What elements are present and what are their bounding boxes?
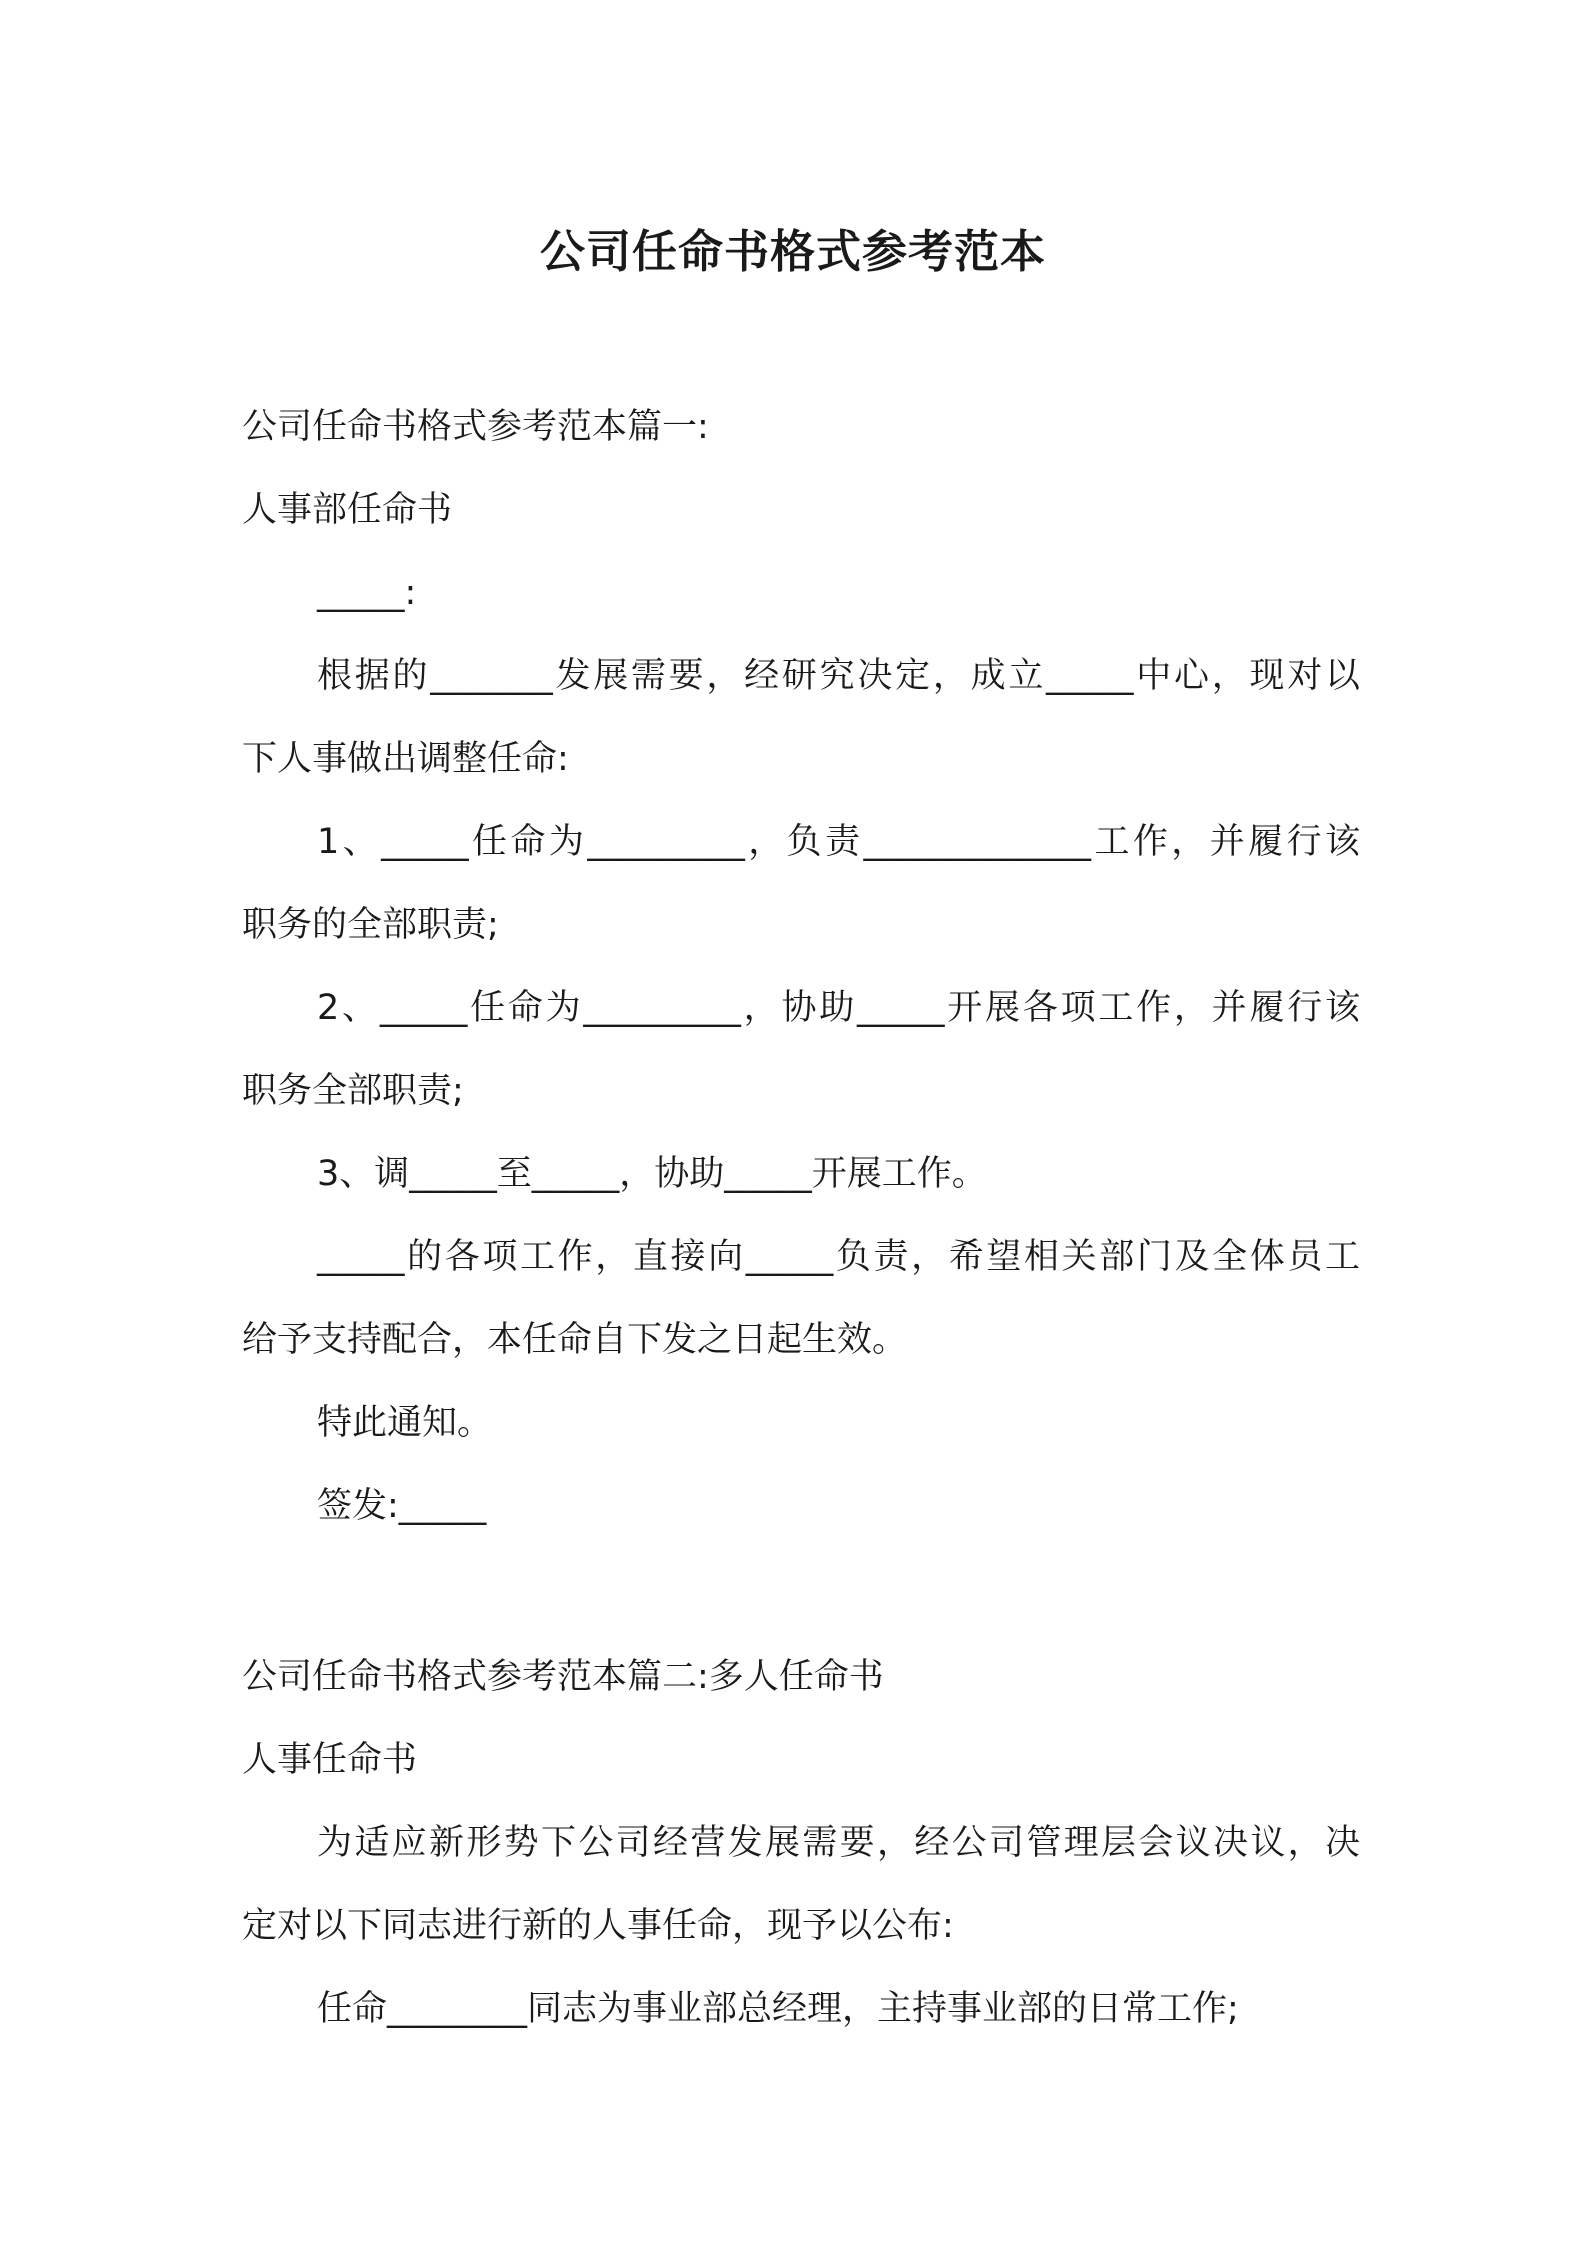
section1-para2-line1: _____的各项工作，直接向_____负责，希望相关部门及全体员工 (317, 1237, 1360, 1277)
section1-subheading: 人事部任命书 (242, 490, 453, 530)
section2-item1: 任命________同志为事业部总经理，主持事业部的日常工作; (317, 1989, 1239, 2029)
section1-para1-line1: 根据的_______发展需要，经研究决定，成立_____中心，现对以 (317, 656, 1360, 696)
section2-heading: 公司任命书格式参考范本篇二:多人任命书 (242, 1657, 884, 1697)
section1-para1-line2: 下人事做出调整任命: (242, 739, 569, 779)
section1-heading: 公司任命书格式参考范本篇一: (242, 407, 709, 447)
section1-notice: 特此通知。 (317, 1403, 493, 1443)
section1-item1-line2: 职务的全部职责; (242, 905, 499, 945)
section2-subheading: 人事任命书 (242, 1740, 418, 1780)
section1-para2-line2: 给予支持配合，本任命自下发之日起生效。 (242, 1320, 908, 1360)
section1-item2-line1: 2、_____任命为_________，协助_____开展各项工作，并履行该 (317, 988, 1360, 1028)
section1-signature: 签发:_____ (317, 1486, 487, 1526)
section2-para1-line1: 为适应新形势下公司经营发展需要，经公司管理层会议决议，决 (317, 1823, 1360, 1863)
document-title: 公司任命书格式参考范本 (539, 225, 1046, 278)
section2-para1-line2: 定对以下同志进行新的人事任命，现予以公布: (242, 1906, 954, 1946)
section1-item2-line2: 职务全部职责; (242, 1071, 464, 1111)
section1-item3: 3、调_____至_____，协助_____开展工作。 (317, 1154, 987, 1194)
salutation: _____: (317, 573, 417, 613)
section1-item1-line1: 1、_____任命为_________，负责_____________工作，并履行该 (317, 822, 1360, 862)
